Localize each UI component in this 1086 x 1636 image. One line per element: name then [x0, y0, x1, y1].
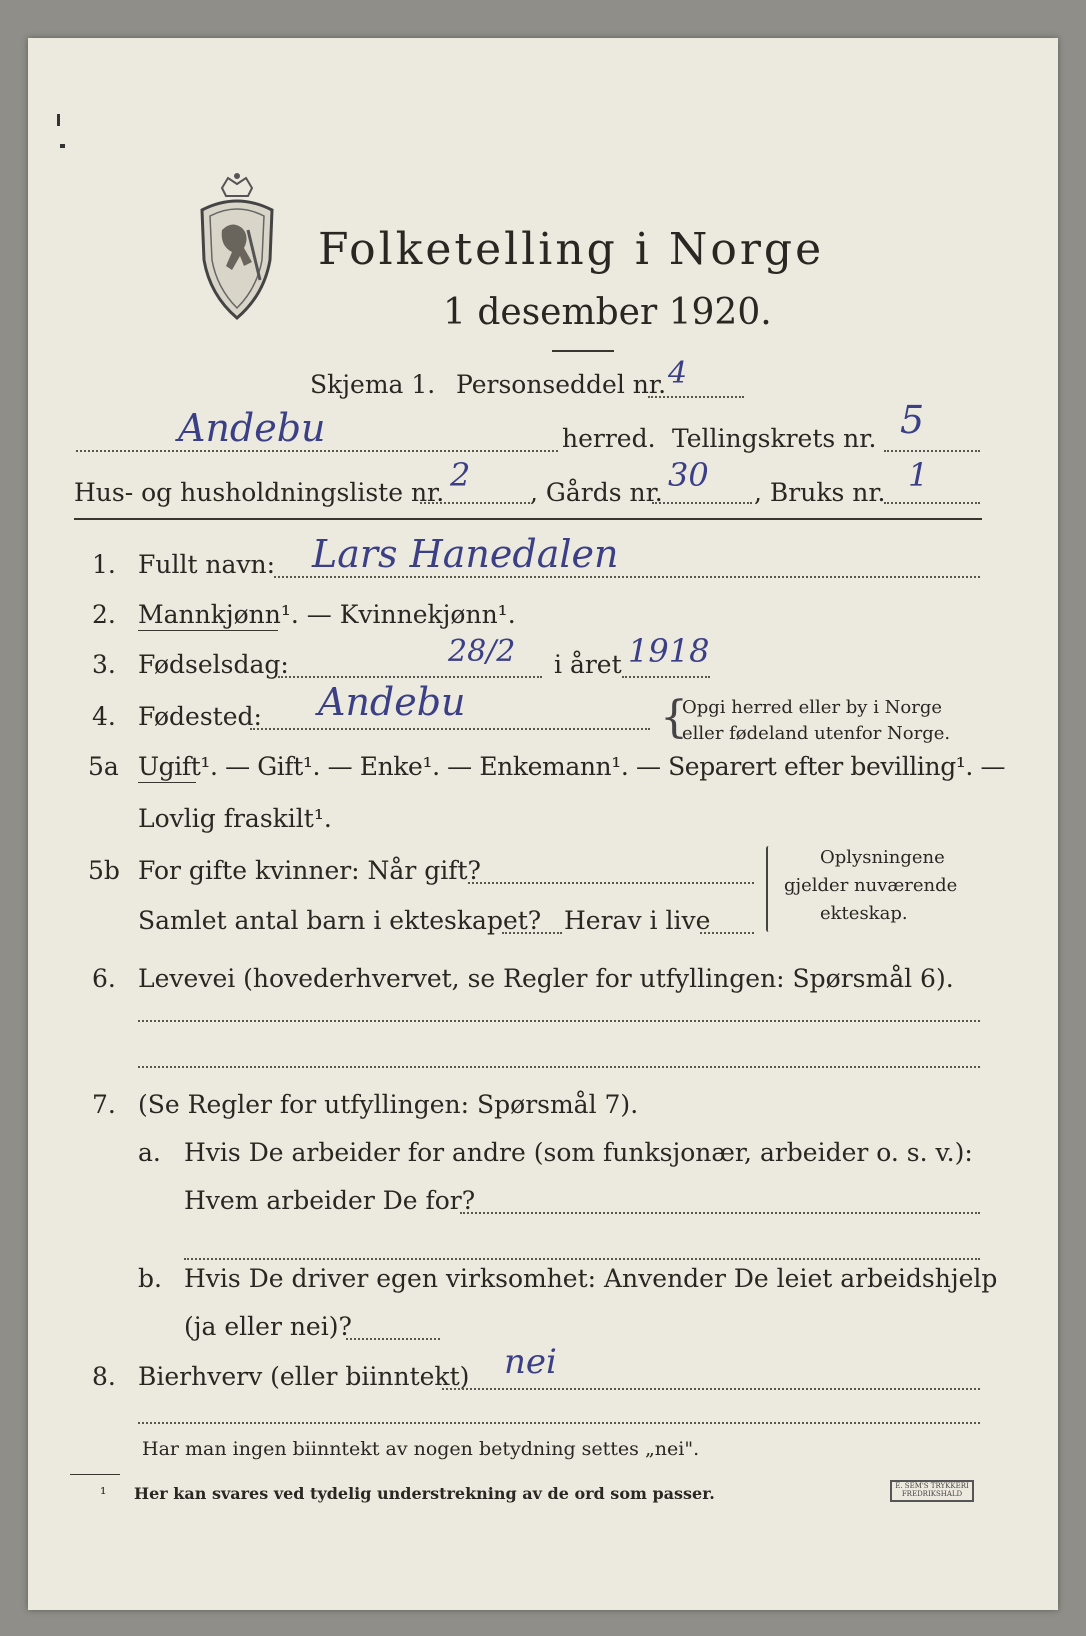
form-title: Folketelling i Norge: [318, 224, 825, 275]
q4-label: Fødested:: [138, 702, 262, 731]
q6-number: 6.: [92, 964, 116, 993]
q7b-label-2: (ja eller nei)?: [184, 1312, 352, 1341]
bruks-label: , Bruks nr.: [754, 478, 886, 507]
herred-label: herred.: [562, 424, 656, 453]
q5a-number: 5a: [88, 752, 119, 781]
footer-dotted-rule: [138, 1422, 980, 1424]
marital-status-options[interactable]: Ugift¹. — Gift¹. — Enke¹. — Enkemann¹. — Separert efter bevilling¹. —: [138, 752, 1006, 781]
personseddel-label: Personseddel nr.: [456, 370, 667, 399]
q7b-label-1: Hvis De driver egen virksomhet: Anvender De leiet arbeidshjelp: [184, 1264, 998, 1293]
q3-year-label: i året: [554, 650, 622, 679]
q6-label: Levevei (hovederhvervet, se Regler for utfyllingen: Spørsmål 6).: [138, 964, 954, 993]
q5b-note-2: gjelder nuværende: [784, 875, 958, 896]
q5b-note-1: Oplysningene: [820, 847, 945, 868]
occupation-field-2[interactable]: [138, 1066, 980, 1068]
q8-label: Bierhverv (eller biinntekt): [138, 1362, 470, 1391]
married-when-field[interactable]: [468, 882, 754, 884]
footnote-mark: ¹: [100, 1484, 107, 1503]
gards-label: , Gårds nr.: [530, 478, 663, 507]
birthday-field[interactable]: [278, 676, 542, 678]
census-form: [28, 38, 1058, 1610]
personseddel-field[interactable]: [648, 396, 744, 398]
header-rule: [74, 518, 982, 520]
personseddel-value: 4: [668, 356, 688, 391]
q7b-letter: b.: [138, 1264, 162, 1293]
q5b-note-3: ekteskap.: [820, 903, 908, 924]
husliste-value: 2: [450, 456, 471, 494]
form-date: 1 desember 1920.: [443, 292, 772, 333]
q7a-label-2: Hvem arbeider De for?: [184, 1186, 476, 1215]
hired-help-field[interactable]: [346, 1338, 440, 1340]
q2-number: 2.: [92, 600, 116, 629]
q7a-label-1: Hvis De arbeider for andre (som funksjonær, arbeider o. s. v.):: [184, 1138, 973, 1167]
q1-number: 1.: [92, 550, 116, 579]
birthplace-value: Andebu: [318, 680, 466, 724]
employer-field-1[interactable]: [460, 1212, 980, 1214]
printer-stamp-line-1: E. SEM'S TRYKKERI: [895, 1482, 969, 1490]
birth-year-value: 1918: [628, 632, 710, 670]
gender-underline: [138, 630, 278, 631]
marital-status-options-2[interactable]: Lovlig fraskilt¹.: [138, 804, 332, 833]
q3-number: 3.: [92, 650, 116, 679]
printer-stamp-line-2: FREDRIKSHALD: [901, 1490, 963, 1498]
tellingskrets-field[interactable]: [884, 450, 980, 452]
norway-coat-of-arms: [192, 170, 282, 325]
q7-label: (Se Regler for utfyllingen: Spørsmål 7).: [138, 1090, 639, 1119]
q4-number: 4.: [92, 702, 116, 731]
footnote-rule: [70, 1474, 120, 1475]
husliste-label: Hus- og husholdningsliste nr.: [74, 478, 445, 507]
q5b-label-2: Samlet antal barn i ekteskapet?: [138, 906, 542, 935]
gards-value: 30: [668, 456, 709, 494]
side-income-field[interactable]: [442, 1388, 980, 1390]
q7-number: 7.: [92, 1090, 116, 1119]
full-name-field[interactable]: [274, 576, 980, 578]
tellingskrets-value: 5: [900, 398, 925, 442]
q4-note-1: Opgi herred eller by i Norge: [682, 697, 943, 718]
husliste-field[interactable]: [420, 502, 530, 504]
occupation-field-1[interactable]: [138, 1020, 980, 1022]
footnote-text: Her kan svares ved tydelig understrekning av de ord som passer.: [134, 1484, 715, 1503]
herred-value: Andebu: [178, 406, 326, 450]
q5b-live-label: Herav i live: [564, 906, 711, 935]
gender-options[interactable]: Mannkjønn¹. — Kvinnekjønn¹.: [138, 600, 516, 629]
title-divider: [552, 350, 614, 352]
q1-label: Fullt navn:: [138, 550, 276, 579]
q4-note-2: eller fødeland utenfor Norge.: [682, 723, 951, 744]
children-count-field[interactable]: [502, 932, 562, 934]
q4-brace: {: [660, 692, 688, 743]
side-income-value: nei: [504, 1342, 557, 1382]
margin-mark-2: [60, 144, 65, 148]
q5b-label-1: For gifte kvinner: Når gift?: [138, 856, 481, 885]
footer-note: Har man ingen biinntekt av nogen betydning settes „nei".: [142, 1438, 700, 1460]
children-alive-field[interactable]: [700, 932, 754, 934]
birthplace-field[interactable]: [250, 728, 650, 730]
bruks-field[interactable]: [884, 502, 980, 504]
gards-field[interactable]: [652, 502, 752, 504]
q7a-letter: a.: [138, 1138, 161, 1167]
employer-field-2[interactable]: [184, 1258, 980, 1260]
margin-mark: [57, 114, 60, 126]
bruks-value: 1: [908, 456, 929, 494]
printer-stamp: [890, 1480, 974, 1502]
schema-label: Skjema 1.: [310, 370, 436, 399]
q8-number: 8.: [92, 1362, 116, 1391]
tellingskrets-label: Tellingskrets nr.: [672, 424, 877, 453]
full-name-value: Lars Hanedalen: [312, 532, 619, 576]
birth-year-field[interactable]: [622, 676, 710, 678]
q5b-number: 5b: [88, 856, 120, 885]
marital-status-underline: [138, 782, 196, 783]
herred-field[interactable]: [76, 450, 558, 452]
q5b-brace: [766, 846, 771, 932]
q3-label: Fødselsdag:: [138, 650, 289, 679]
birthday-value: 28/2: [448, 634, 516, 669]
